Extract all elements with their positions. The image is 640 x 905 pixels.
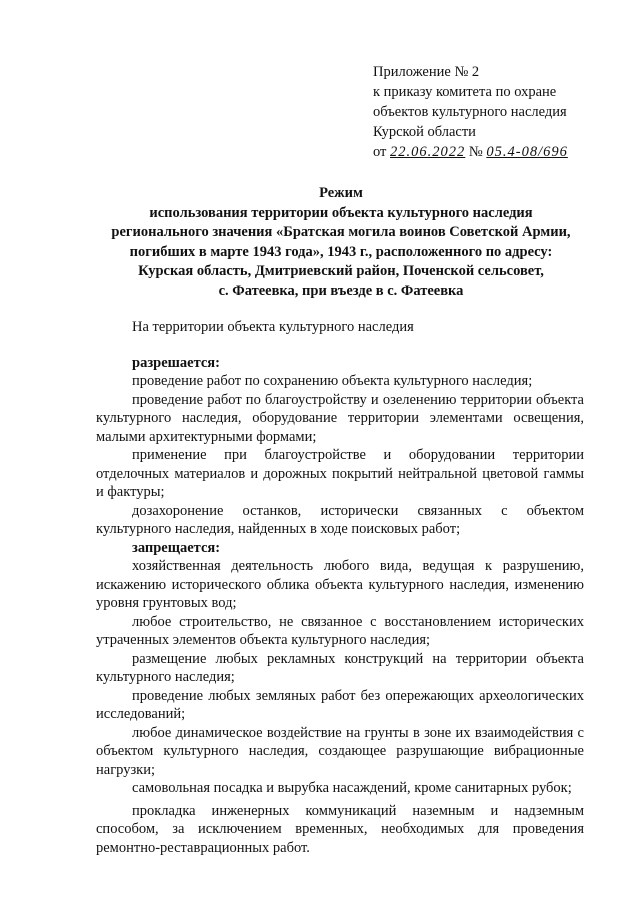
title-line: погибших в марте 1943 года», 1943 г., расположенного по адресу: — [129, 243, 553, 260]
title-line: регионального значения «Братская могила воинов Советской Армии, — [111, 224, 571, 240]
allowed-item: проведение работ по благоустройству и озеленению территории объекта культурного наследия, оборудование территории элементами освещения, малыми архитектурными формами; — [96, 391, 584, 445]
forbidden-item: самовольная посадка и вырубка насаждений, кроме санитарных рубок; — [132, 780, 572, 796]
forbidden-item: проведение любых земляных работ без опережающих археологических исследований; — [96, 687, 584, 722]
forbidden-item: прокладка инженерных коммуникаций наземным и надземным способом, за исключением временных, необходимых для проведения ремонтно-реставрационных работ. — [96, 802, 584, 856]
order-number: 05.4-08/696 — [486, 144, 568, 160]
from-label: от — [373, 144, 387, 160]
title-line: Режим — [319, 185, 363, 201]
allowed-item: дозахоронение останков, исторически связанных с объектом культурного наследия, найденных в ходе поисковых работ; — [96, 502, 584, 537]
allowed-item: применение при благоустройстве и оборудовании территории отделочных материалов и дорожных покрытий нейтральной цветовой гаммы и фактуры; — [96, 447, 584, 500]
allowed-label: разрешается: — [132, 354, 220, 371]
order-date: 22.06.2022 — [390, 144, 466, 160]
allowed-item: проведение работ по сохранению объекта культурного наследия; — [132, 373, 533, 389]
title-line: использования территории объекта культурного наследия — [149, 204, 533, 221]
forbidden-item: хозяйственная деятельность любого вида, ведущая к разрушению, искажению исторического облика объекта культурного наследия, изменению уровня грунтовых вод; — [96, 558, 584, 611]
title-line: с. Фатеевка, при въезде в с. Фатеевка — [218, 282, 464, 299]
number-label: № — [468, 144, 483, 160]
approval-line: Курской области — [373, 124, 476, 140]
approval-date-line — [373, 142, 568, 162]
intro-paragraph: На территории объекта культурного наследия — [132, 319, 414, 335]
approval-block — [373, 62, 568, 162]
forbidden-item: любое строительство, не связанное с восстановлением исторических утраченных элементов объекта культурного наследия; — [96, 613, 584, 648]
approval-line: Приложение № 2 — [373, 64, 480, 80]
document-body — [96, 318, 584, 857]
forbidden-item: размещение любых рекламных конструкций на территории объекта культурного наследия; — [96, 650, 584, 685]
approval-line: к приказу комитета по охране — [373, 84, 557, 100]
document-title — [96, 184, 586, 301]
title-line: Курская область, Дмитриевский район, Поченской сельсовет, — [138, 263, 544, 279]
approval-line: объектов культурного наследия — [373, 104, 567, 120]
forbidden-label: запрещается: — [132, 539, 221, 556]
forbidden-item: любое динамическое воздействие на грунты в зоне их взаимодействия с объектом культурного наследия, создающее разрушающие вибрационные нагрузки; — [96, 724, 584, 778]
